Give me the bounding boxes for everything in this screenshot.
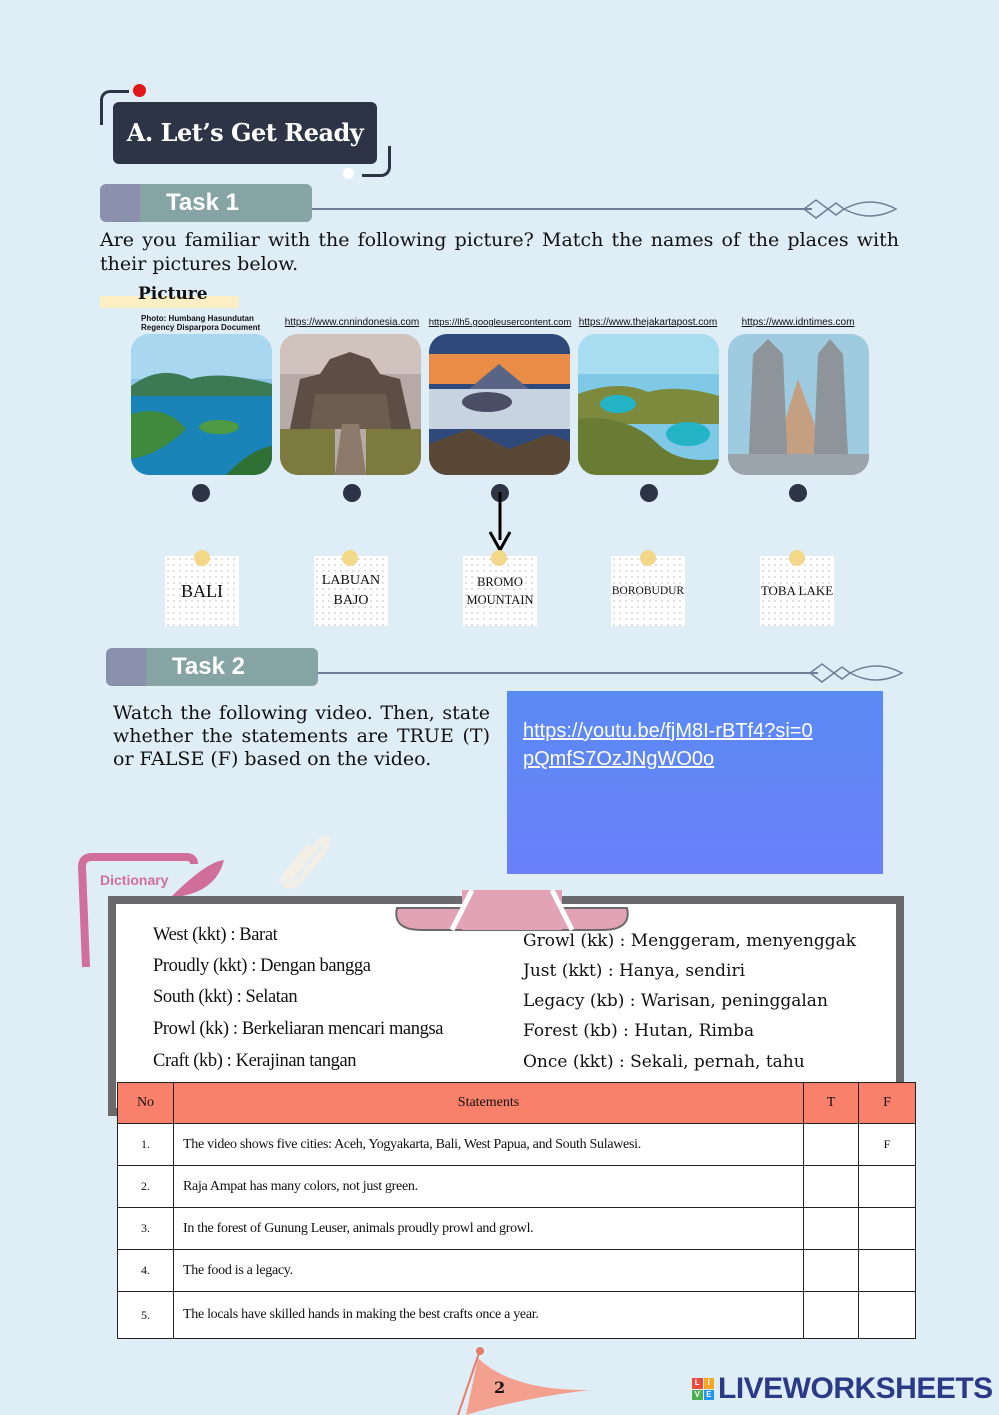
row-statement: The video shows five cities: Aceh, Yogyakarta, Bali, West Papua, and South Sulawesi. [174, 1124, 804, 1166]
place-card[interactable] [463, 556, 537, 626]
place-label: TOBA LAKE [760, 583, 834, 598]
photo-islands [578, 334, 719, 475]
match-dot[interactable] [343, 484, 361, 502]
logo-letter: V [692, 1390, 703, 1401]
task1-instructions: Are you familiar with the following picture? Match the names of the places with their pictures below. [100, 229, 899, 275]
photo-credit: https://www.thejakartapost.com [578, 317, 718, 328]
dictionary-entry: Legacy (kb) : Warisan, peninggalan [523, 991, 828, 1011]
answer-f-field[interactable] [859, 1250, 916, 1292]
table-row [118, 1208, 916, 1250]
row-number: 5. [118, 1292, 174, 1339]
dictionary-entry: Forest (kb) : Hutan, Rimba [523, 1021, 755, 1041]
dictionary-entry: Proudly (kkt) : Dengan bangga [153, 956, 371, 976]
place-card[interactable] [760, 556, 834, 626]
liveworksheets-logo [692, 1378, 714, 1400]
dictionary-title: Dictionary [100, 872, 169, 888]
row-statement: Raja Ampat has many colors, not just green. [174, 1166, 804, 1208]
task2-instructions: Watch the following video. Then, state whether the statements are TRUE (T) or FALSE (F) based on the video. [113, 702, 490, 770]
ornament-icon [806, 661, 906, 685]
match-dot[interactable] [640, 484, 658, 502]
photo-volcano [429, 334, 570, 475]
section-decoration [362, 146, 391, 177]
answer-t-field[interactable] [804, 1250, 859, 1292]
ornament-icon [800, 197, 900, 221]
dictionary-entry: South (kkt) : Selatan [153, 987, 298, 1007]
paperclip-icon [270, 824, 340, 894]
place-card[interactable] [611, 556, 685, 626]
answer-t-field[interactable] [804, 1292, 859, 1339]
row-number: 4. [118, 1250, 174, 1292]
place-card[interactable] [314, 556, 388, 626]
photo-lake [131, 334, 272, 475]
match-dot[interactable] [789, 484, 807, 502]
video-link[interactable]: https://youtu.be/fjM8I-rBTf4?si=0pQmfS7OzJNgWO0o [523, 720, 813, 770]
answer-t-field[interactable] [804, 1124, 859, 1166]
logo-letter: E [704, 1390, 715, 1401]
brand-name: LIVEWORKSHEETS [718, 1372, 993, 1405]
table-row [118, 1250, 916, 1292]
table-row [118, 1124, 916, 1166]
picture-label: Picture [138, 284, 208, 304]
arrow-down-icon [488, 492, 512, 552]
photo-credit: https://lh5.googleusercontent.com [428, 317, 572, 328]
photo-credit: Photo: Humbang Hasundutan Regency Disparpora Document [141, 314, 261, 332]
photo-gate [728, 334, 869, 475]
statements-table [117, 1082, 916, 1339]
pin-icon [640, 550, 656, 566]
clip-decoration [392, 890, 632, 934]
photo-temple [280, 334, 421, 475]
task2-banner [106, 648, 318, 686]
logo-letter: L [692, 1378, 703, 1389]
answer-f-field[interactable] [859, 1292, 916, 1339]
table-row [118, 1292, 916, 1339]
logo-letter: I [704, 1378, 715, 1389]
pin-icon [194, 550, 210, 566]
pin-icon [342, 550, 358, 566]
header-t: T [804, 1083, 859, 1124]
task1-banner [100, 184, 312, 222]
row-statement: The food is a legacy. [174, 1250, 804, 1292]
decor-dot [133, 84, 146, 97]
answer-f-field[interactable]: F [859, 1124, 916, 1166]
answer-f-field[interactable] [859, 1166, 916, 1208]
pin-icon [491, 550, 507, 566]
row-number: 2. [118, 1166, 174, 1208]
dictionary-entry: Just (kkt) : Hanya, sendiri [523, 961, 746, 981]
row-number: 3. [118, 1208, 174, 1250]
row-number: 1. [118, 1124, 174, 1166]
divider [318, 672, 818, 674]
place-label: LABUAN BAJO [321, 573, 381, 608]
table-header-row [118, 1083, 916, 1124]
header-no: No [118, 1083, 174, 1124]
video-box[interactable] [507, 691, 883, 874]
place-card[interactable] [165, 556, 239, 626]
task2-label: Task 2 [146, 648, 318, 686]
pin-icon [789, 550, 805, 566]
table-row [118, 1166, 916, 1208]
place-label: BOROBUDUR [611, 585, 685, 597]
divider [312, 208, 812, 210]
answer-t-field[interactable] [804, 1208, 859, 1250]
pennant-icon [452, 1346, 592, 1415]
header-statements: Statements [174, 1083, 804, 1124]
dictionary-entry: Growl (kk) : Menggeram, menyenggak [523, 931, 857, 951]
header-f: F [859, 1083, 916, 1124]
answer-f-field[interactable] [859, 1208, 916, 1250]
dictionary-entry: Prowl (kk) : Berkeliaran mencari mangsa [153, 1019, 444, 1039]
answer-t-field[interactable] [804, 1166, 859, 1208]
photo-credit: https://www.idntimes.com [741, 317, 855, 328]
decor-dot [343, 168, 354, 179]
page-number: 2 [494, 1378, 506, 1397]
match-dot[interactable] [192, 484, 210, 502]
place-label: BROMO MOUNTAIN [466, 575, 534, 607]
section-title: A. Let’s Get Ready [113, 102, 377, 164]
dictionary-entry: Craft (kb) : Kerajinan tangan [153, 1051, 357, 1071]
place-label: BALI [181, 580, 223, 601]
row-statement: In the forest of Gunung Leuser, animals proudly prowl and growl. [174, 1208, 804, 1250]
dictionary-entry: West (kkt) : Barat [153, 925, 278, 945]
task1-label: Task 1 [140, 184, 312, 222]
photo-credit: https://www.cnnindonesia.com [284, 317, 420, 328]
dictionary-entry: Once (kkt) : Sekali, pernah, tahu [523, 1052, 805, 1072]
row-statement: The locals have skilled hands in making the best crafts once a year. [174, 1292, 804, 1339]
